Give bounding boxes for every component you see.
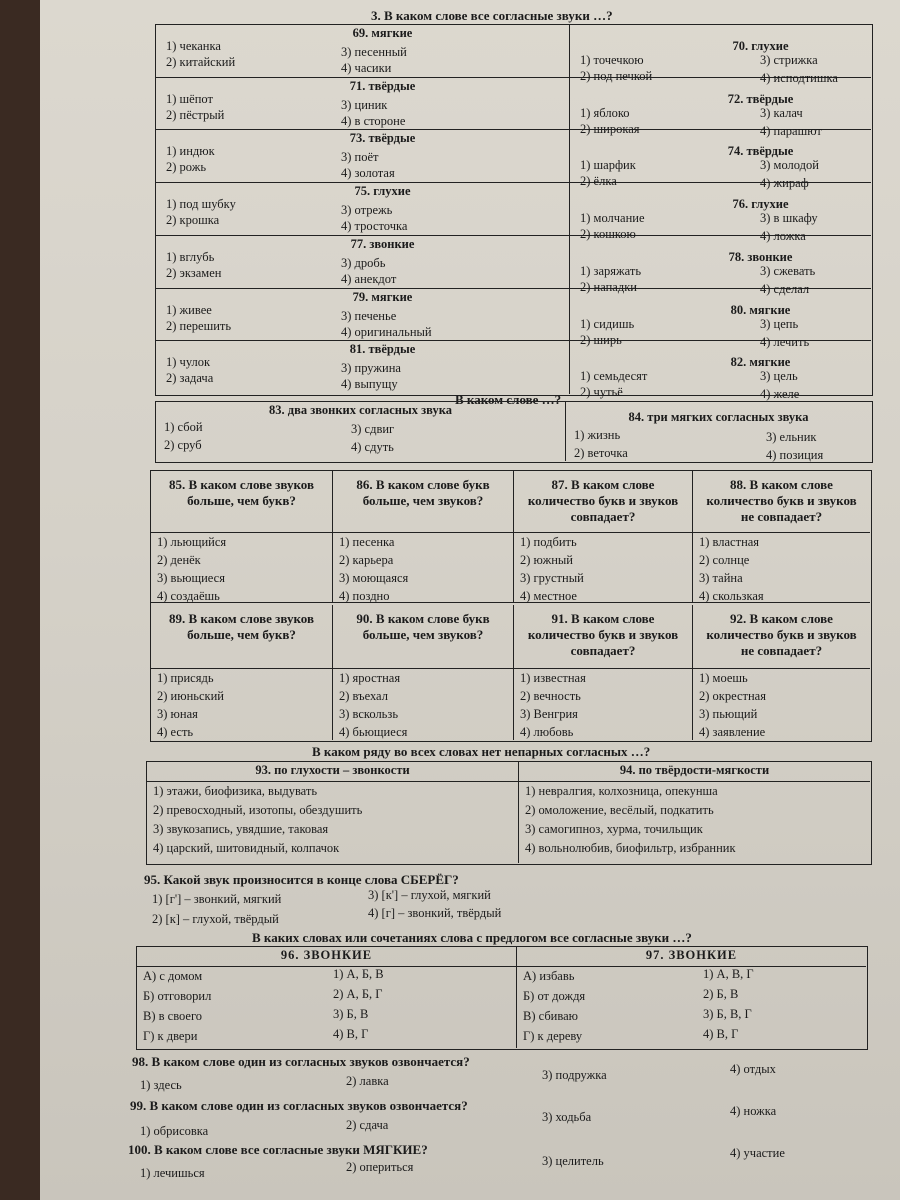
- answer-cell: [517, 967, 866, 1048]
- answer-option[interactable]: 3) стрижка: [760, 53, 818, 67]
- answer-option[interactable]: 2) денёк: [157, 553, 201, 567]
- answer-option[interactable]: 3) песенный: [341, 45, 407, 59]
- q99-option-4[interactable]: 4) ножка: [730, 1104, 777, 1118]
- question-title: 71. твёрдые: [349, 78, 416, 93]
- question-title: 90. В каком слове букв больше, чем звуков?: [356, 611, 490, 642]
- question-header-85: [151, 471, 333, 533]
- answer-option[interactable]: 4) вольнолюбив, биофильтр, избранник: [525, 841, 736, 855]
- answer-option[interactable]: 1) сбой: [164, 420, 203, 434]
- answer-option[interactable]: 4) в стороне: [341, 113, 406, 128]
- answer-option[interactable]: 1) льющийся: [157, 535, 227, 549]
- answer-option[interactable]: 3) циник: [341, 97, 388, 112]
- answer-option[interactable]: 4) любовь: [520, 725, 574, 739]
- question-cell-71: [156, 78, 570, 131]
- question-99: 99. В каком слове один из согласных звуков озвончается?: [130, 1098, 468, 1113]
- question-header-97: [517, 947, 866, 967]
- answer-option[interactable]: 4) анекдот: [341, 271, 397, 286]
- question-header-94: [519, 762, 870, 782]
- answer-option[interactable]: 2) нападки: [580, 279, 637, 294]
- answer-option[interactable]: 1) шёпот: [166, 91, 213, 106]
- word-option[interactable]: А) с домом: [143, 969, 203, 983]
- question-title: 84. три мягких согласных звука: [628, 410, 809, 424]
- question-cell-78: [570, 236, 871, 296]
- answer-option[interactable]: 3) цель: [760, 369, 798, 384]
- q99-option-1[interactable]: 1) обрисовка: [140, 1124, 209, 1138]
- answer-option[interactable]: 2) А, Б, Г: [333, 987, 383, 1001]
- answer-option[interactable]: 3) вскользь: [339, 707, 399, 721]
- q95-option-2[interactable]: 2) [к] – глухой, твёрдый: [152, 912, 279, 926]
- question-title: 78. звонкие: [728, 249, 793, 264]
- question-cell-70: [570, 25, 871, 85]
- q98-option-4[interactable]: 4) отдых: [730, 1062, 776, 1076]
- answer-option[interactable]: 1) моешь: [699, 671, 748, 685]
- answer-option[interactable]: 4) В, Г: [333, 1027, 369, 1041]
- answer-option[interactable]: 2) веточка: [574, 446, 628, 460]
- questions-93-94-table: [146, 761, 872, 865]
- question-cell-75: [156, 183, 570, 236]
- answer-option[interactable]: 2) пёстрый: [166, 107, 225, 122]
- answer-option[interactable]: 2) солнце: [699, 553, 750, 567]
- answer-option[interactable]: 4) желе: [760, 387, 800, 402]
- answer-option[interactable]: 1) живее: [166, 302, 212, 317]
- answer-option[interactable]: 1) яростная: [339, 671, 401, 685]
- question-cell-79: [156, 289, 570, 342]
- answer-option[interactable]: 4) заявление: [699, 725, 766, 739]
- question-title: 94. по твёрдости-мягкости: [619, 763, 770, 777]
- answer-option[interactable]: 4) парашют: [760, 123, 822, 138]
- questions-83-84-table: [155, 401, 873, 463]
- word-option[interactable]: Б) от дождя: [523, 989, 586, 1003]
- answer-cell: [693, 533, 870, 603]
- answer-option[interactable]: 1) молчание: [580, 211, 645, 226]
- answer-option[interactable]: 2) китайский: [166, 55, 236, 69]
- answer-option[interactable]: 4) есть: [157, 725, 194, 739]
- question-title: 83. два звонких согласных звука: [269, 403, 452, 417]
- question-title: 85. В каком слове звуков больше, чем букв?: [169, 477, 314, 508]
- answer-option[interactable]: 1) властная: [699, 535, 760, 549]
- answer-option[interactable]: 4) часики: [341, 61, 392, 75]
- q100-option-2[interactable]: 2) опериться: [346, 1160, 414, 1174]
- question-cell-81: [156, 341, 570, 394]
- answer-option[interactable]: 2) вечность: [520, 689, 581, 703]
- section-header-which-word: В каком слове …?: [455, 392, 562, 407]
- answer-option[interactable]: 2) чутьё: [580, 385, 623, 400]
- answer-option[interactable]: 4) сдуть: [351, 440, 394, 454]
- answer-option[interactable]: 3) юная: [157, 707, 198, 721]
- word-option[interactable]: Г) к двери: [143, 1029, 198, 1043]
- question-98: 98. В каком слове один из согласных звуков озвончается?: [132, 1054, 470, 1069]
- answer-option[interactable]: 2) июньский: [157, 689, 224, 703]
- answer-option[interactable]: 1) жизнь: [574, 428, 621, 442]
- answer-cell: [137, 967, 517, 1048]
- answer-option[interactable]: 4) местное: [520, 589, 577, 603]
- q98-option-1[interactable]: 1) здесь: [140, 1078, 182, 1092]
- answer-option[interactable]: 2) омоложение, весёлый, подкатить: [525, 803, 714, 817]
- answer-option[interactable]: 2) задача: [166, 371, 214, 386]
- answer-cell: [514, 533, 693, 603]
- answer-option[interactable]: 1) А, В, Г: [703, 967, 754, 981]
- q100-option-1[interactable]: 1) лечишься: [140, 1166, 205, 1180]
- section-header-unpaired: В каком ряду во всех словах нет непарных согласных …?: [312, 744, 651, 759]
- answer-option[interactable]: 3) моющаяся: [339, 571, 409, 585]
- answer-option[interactable]: 1) этажи, биофизика, выдувать: [153, 784, 318, 798]
- question-header-87: [514, 471, 693, 533]
- answer-option[interactable]: 1) индюк: [166, 144, 215, 159]
- answer-option[interactable]: 2) под печкой: [580, 69, 653, 83]
- answer-option[interactable]: 3) ельник: [766, 430, 817, 444]
- q99-option-2[interactable]: 2) сдача: [346, 1118, 389, 1132]
- answer-cell: [333, 669, 514, 740]
- q95-option-4[interactable]: 4) [г] – звонкий, твёрдый: [368, 906, 502, 920]
- answer-option[interactable]: 1) присядь: [157, 671, 214, 685]
- answer-option[interactable]: 4) лечить: [760, 334, 810, 349]
- answer-option[interactable]: 4) позиция: [766, 448, 824, 462]
- answer-option[interactable]: 4) царский, шитовидный, колпачок: [153, 841, 340, 855]
- question-title: 76. глухие: [732, 197, 789, 212]
- answer-option[interactable]: 3) тайна: [699, 571, 743, 585]
- answer-option[interactable]: 3) вьющиеся: [157, 571, 225, 585]
- answer-option[interactable]: 2) сруб: [164, 438, 202, 452]
- answer-option[interactable]: 1) чеканка: [166, 39, 221, 53]
- answer-cell: [519, 782, 870, 863]
- answer-option[interactable]: 2) южный: [520, 553, 573, 567]
- answer-option[interactable]: 1) вглубь: [166, 249, 215, 264]
- answer-option[interactable]: 3) сдвиг: [351, 422, 395, 436]
- word-option[interactable]: В) сбиваю: [523, 1009, 578, 1023]
- question-cell-83: [156, 402, 566, 461]
- answer-option[interactable]: 4) скользкая: [699, 589, 764, 603]
- answer-option[interactable]: 2) ширь: [580, 332, 622, 347]
- section-header-3: 3. В каком слове все согласные звуки …?: [371, 8, 613, 23]
- question-cell-84: [566, 402, 871, 461]
- answer-cell: [514, 669, 693, 740]
- question-cell-80: [570, 289, 871, 349]
- answer-option[interactable]: 3) Венгрия: [520, 707, 578, 721]
- question-95: 95. Какой звук произносится в конце слова СБЕРЁГ?: [144, 872, 459, 887]
- question-cell-76: [570, 183, 871, 244]
- question-title: 87. В каком слове количество букв и звуков совпадает?: [527, 477, 679, 524]
- answer-option[interactable]: 2) кошкою: [580, 227, 636, 242]
- answer-option[interactable]: 1) под шубку: [166, 197, 236, 212]
- answer-option[interactable]: 3) цепь: [760, 316, 799, 331]
- question-cell-72: [570, 78, 871, 138]
- q95-option-3[interactable]: 3) [к'] – глухой, мягкий: [368, 888, 491, 902]
- question-title: 81. твёрдые: [349, 342, 416, 357]
- answer-option[interactable]: 2) широкая: [580, 121, 640, 136]
- answer-option[interactable]: 3) отрежь: [341, 203, 393, 218]
- question-cell-77: [156, 236, 570, 289]
- answer-option[interactable]: 3) Б, В, Г: [703, 1007, 752, 1021]
- question-title: 74. твёрдые: [727, 144, 794, 159]
- question-title: 97. ЗВОНКИЕ: [645, 948, 738, 962]
- answer-option[interactable]: 3) сжевать: [760, 263, 816, 278]
- question-header-89: [151, 605, 333, 669]
- question-cell-69: [156, 25, 570, 78]
- answer-option[interactable]: 2) карьера: [339, 553, 394, 567]
- answer-option[interactable]: 1) семьдесят: [580, 369, 648, 384]
- answer-option[interactable]: 2) окрестная: [699, 689, 766, 703]
- answer-option[interactable]: 1) точечкою: [580, 53, 644, 67]
- question-header-96: [137, 947, 517, 967]
- worksheet-page: [40, 0, 900, 1200]
- answer-option[interactable]: 3) молодой: [760, 158, 819, 173]
- answer-option[interactable]: 3) пружина: [341, 361, 401, 376]
- question-header-92: [693, 605, 870, 669]
- answer-option[interactable]: 2) крошка: [166, 213, 220, 228]
- answer-cell: [333, 533, 514, 603]
- question-cell-82: [570, 341, 871, 402]
- answer-option[interactable]: 3) пьющий: [699, 707, 758, 721]
- question-title: 70. глухие: [732, 39, 789, 53]
- answer-option[interactable]: 3) печенье: [341, 308, 397, 323]
- answer-option[interactable]: 4) сделал: [760, 281, 810, 296]
- answer-option[interactable]: 1) чулок: [166, 355, 211, 370]
- answer-option[interactable]: 1) известная: [520, 671, 586, 685]
- question-header-90: [333, 605, 514, 669]
- answer-option[interactable]: 2) перешить: [166, 318, 232, 333]
- answer-option[interactable]: 2) экзамен: [166, 265, 222, 280]
- q100-option-3[interactable]: 3) целитель: [542, 1154, 604, 1168]
- question-title: 79. мягкие: [352, 289, 413, 304]
- answer-option[interactable]: 3) в шкафу: [760, 211, 818, 226]
- q100-option-4[interactable]: 4) участие: [730, 1146, 785, 1160]
- questions-96-97-table: [136, 946, 868, 1050]
- question-title: 82. мягкие: [730, 355, 791, 370]
- question-title: 96. ЗВОНКИЕ: [280, 948, 373, 962]
- answer-option[interactable]: 4) В, Г: [703, 1027, 739, 1041]
- question-header-86: [333, 471, 514, 533]
- questions-85-92-table: [150, 470, 872, 742]
- word-option[interactable]: А) избавь: [523, 969, 575, 983]
- question-title: 91. В каком слове количество букв и звуков совпадает?: [527, 611, 679, 658]
- answer-option[interactable]: 2) Б, В: [703, 987, 739, 1001]
- answer-option[interactable]: 4) жираф: [760, 176, 809, 191]
- question-100: 100. В каком слове все согласные звуки МЯГКИЕ?: [128, 1142, 428, 1157]
- answer-option[interactable]: 1) шарфик: [580, 158, 636, 173]
- question-title: 86. В каком слове букв больше, чем звуков?: [356, 477, 490, 508]
- answer-option[interactable]: 4) золотая: [341, 166, 395, 181]
- question-header-91: [514, 605, 693, 669]
- answer-cell: [151, 669, 333, 740]
- answer-option[interactable]: 4) создаёшь: [157, 589, 220, 603]
- answer-option[interactable]: 3) поёт: [341, 150, 379, 165]
- question-title: 88. В каком слове количество букв и звуков не совпадает?: [706, 477, 857, 524]
- answer-option[interactable]: 4) оригинальный: [341, 324, 432, 339]
- answer-option[interactable]: 1) заряжать: [580, 263, 642, 278]
- answer-option[interactable]: 1) яблоко: [580, 105, 630, 120]
- answer-option[interactable]: 3) дробь: [341, 255, 386, 270]
- answer-option[interactable]: 3) самогипноз, хурма, точильщик: [525, 822, 703, 836]
- question-title: 93. по глухости – звонкости: [255, 763, 410, 777]
- answer-option[interactable]: 4) тросточка: [341, 219, 408, 234]
- word-option[interactable]: В) в своего: [143, 1009, 203, 1023]
- answer-cell: [693, 669, 870, 740]
- answer-option[interactable]: 1) невралгия, колхозница, опекунша: [525, 784, 718, 798]
- answer-option[interactable]: 1) сидишь: [580, 316, 635, 331]
- answer-option[interactable]: 3) Б, В: [333, 1007, 369, 1021]
- answer-cell: [147, 782, 519, 863]
- word-option[interactable]: Г) к дереву: [523, 1029, 583, 1043]
- answer-option[interactable]: 4) исподтишка: [760, 71, 838, 85]
- q98-option-3[interactable]: 3) подружка: [542, 1068, 607, 1082]
- q95-option-1[interactable]: 1) [г'] – звонкий, мягкий: [152, 892, 282, 906]
- question-title: 73. твёрдые: [349, 131, 416, 146]
- question-title: 72. твёрдые: [727, 91, 794, 106]
- answer-option[interactable]: 3) грустный: [520, 571, 584, 585]
- word-option[interactable]: Б) отговорил: [143, 989, 212, 1003]
- answer-option[interactable]: 4) поздно: [339, 589, 390, 603]
- answer-option[interactable]: 3) звукозапись, увядшие, таковая: [153, 822, 329, 836]
- answer-option[interactable]: 2) превосходный, изотопы, обездушить: [153, 803, 363, 817]
- answer-option[interactable]: 3) калач: [760, 105, 803, 120]
- question-title: 75. глухие: [354, 184, 411, 199]
- question-cell-74: [570, 130, 871, 191]
- answer-option[interactable]: 1) подбить: [520, 535, 577, 549]
- section-header-combos: В каких словах или сочетаниях слова с предлогом все согласные звуки …?: [252, 930, 692, 945]
- answer-option[interactable]: 2) ёлка: [580, 174, 617, 189]
- answer-option[interactable]: 4) выпущу: [341, 377, 398, 392]
- question-title: 89. В каком слове звуков больше, чем букв?: [169, 611, 314, 642]
- answer-option[interactable]: 1) А, Б, В: [333, 967, 384, 981]
- question-cell-73: [156, 130, 570, 183]
- question-title: 69. мягкие: [352, 26, 413, 40]
- question-title: 80. мягкие: [730, 302, 791, 317]
- answer-option[interactable]: 4) бьющиеся: [339, 725, 408, 739]
- question-header-93: [147, 762, 519, 782]
- question-title: 77. звонкие: [350, 236, 415, 251]
- answer-option[interactable]: 2) рожь: [166, 160, 207, 175]
- answer-option[interactable]: 1) песенка: [339, 535, 395, 549]
- q99-option-3[interactable]: 3) ходьба: [542, 1110, 592, 1124]
- question-title: 92. В каком слове количество букв и звуков не совпадает?: [706, 611, 857, 658]
- answer-option[interactable]: 2) въехал: [339, 689, 388, 703]
- q98-option-2[interactable]: 2) лавка: [346, 1074, 389, 1088]
- answer-cell: [151, 533, 333, 603]
- question-header-88: [693, 471, 870, 533]
- answer-option[interactable]: 4) ложка: [760, 229, 806, 244]
